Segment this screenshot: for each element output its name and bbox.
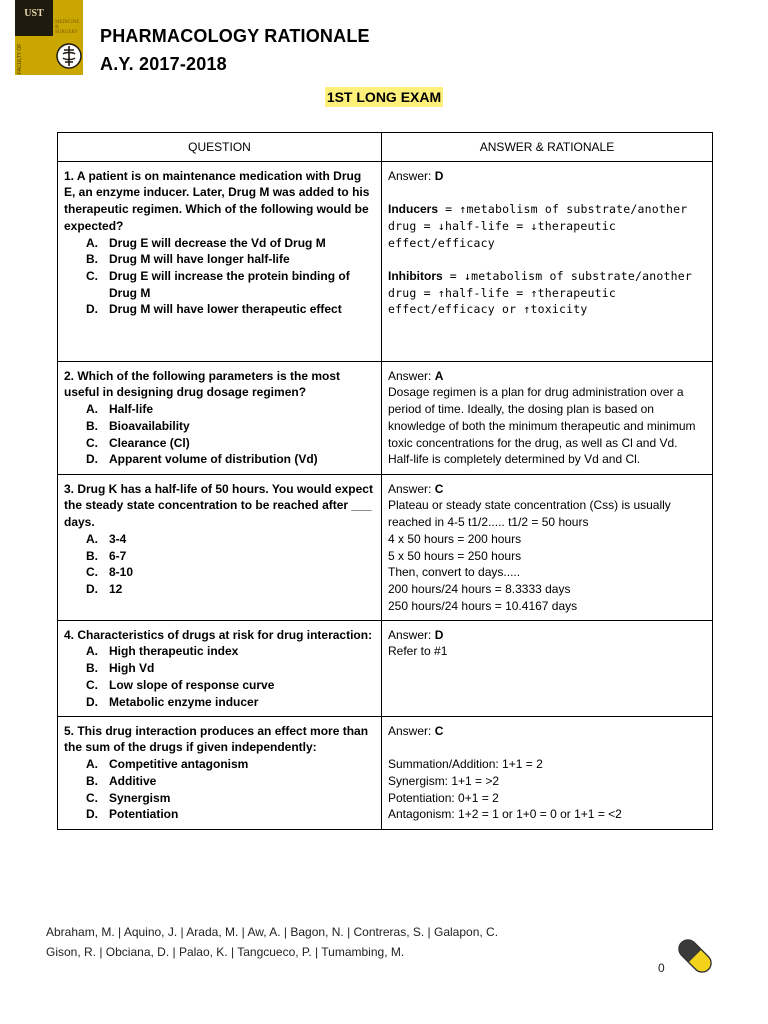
table-header-row	[58, 133, 713, 162]
table-row	[58, 620, 713, 716]
answer-cell	[382, 620, 713, 716]
rationale-line: Potentiation: 0+1 = 2	[388, 790, 499, 805]
choice-list	[64, 235, 374, 319]
exam-label-container	[0, 89, 768, 107]
choice-item: D. Apparent volume of distribution (Vd)	[86, 452, 318, 467]
choice-item: A. Drug E will decrease the Vd of Drug M	[86, 235, 326, 250]
rationale-text: Refer to #1	[388, 644, 448, 659]
answer-cell	[382, 361, 713, 474]
answer-value: D	[434, 168, 444, 183]
answer-value: C	[434, 481, 444, 496]
question-text: 5. This drug interaction produces an effect more than the sum of the drugs if given independently:	[64, 723, 369, 755]
answer-value: C	[434, 723, 444, 738]
answer-column-header: ANSWER & RATIONALE	[382, 133, 713, 162]
academic-year: A.Y. 2017-2018	[100, 54, 227, 74]
question-cell	[58, 474, 382, 620]
choice-item: D. Drug M will have lower therapeutic effect	[86, 302, 342, 317]
choice-list	[64, 643, 374, 710]
choice-item: B. Drug M will have longer half-life	[86, 252, 290, 267]
inducers-rationale: Inducers = ↑metabolism of substrate/another drug = ↓half-life = ↓therapeutic effect/efficacy	[388, 202, 688, 250]
rationale-line: Plateau or steady state concentration (Css) is usually reached in 4-5 t1/2..... t1/2 = 50 hours	[388, 498, 671, 530]
question-text: 4. Characteristics of drugs at risk for drug interaction:	[64, 627, 373, 642]
choice-item: A. High therapeutic index	[86, 644, 239, 659]
choice-item: D. 12	[86, 581, 123, 596]
choice-item: A. Competitive antagonism	[86, 757, 249, 772]
choice-item: A. 3-4	[86, 531, 127, 546]
authors-footer	[46, 922, 498, 962]
question-cell	[58, 161, 382, 361]
question-text: 3. Drug K has a half-life of 50 hours. You would expect the steady state concentration to be reached after ___ days.	[64, 481, 373, 530]
inhibitors-rationale: Inhibitors = ↓metabolism of substrate/another drug = ↑half-life = ↑therapeutic effect/efficacy or ↑toxicity	[388, 268, 692, 317]
rationale-line: Summation/Addition: 1+1 = 2	[388, 757, 543, 772]
answer-line: Answer: D	[388, 168, 444, 183]
answer-line: Answer: D	[388, 627, 444, 642]
rationale-line: Then, convert to days.....	[388, 565, 521, 580]
rationale-line: Antagonism: 1+2 = 1 or 1+0 = 0 or 1+1 = <2	[388, 807, 622, 822]
table-row	[58, 474, 713, 620]
capsule-icon	[675, 935, 715, 977]
ust-logo	[15, 0, 83, 75]
choice-item: B. 6-7	[86, 548, 127, 563]
table-row	[58, 361, 713, 474]
choice-item: C. Drug E will increase the protein binding of Drug M	[86, 268, 350, 300]
question-cell	[58, 716, 382, 829]
question-column-header: QUESTION	[58, 133, 382, 162]
answer-cell	[382, 474, 713, 620]
qa-table	[57, 132, 713, 830]
choice-list	[64, 756, 374, 823]
choice-item: C. 8-10	[86, 565, 134, 580]
logo-ust-text: UST	[24, 8, 44, 19]
choice-list	[64, 531, 374, 598]
choice-item: C. Clearance (Cl)	[86, 435, 190, 450]
answer-cell	[382, 161, 713, 361]
table-row	[58, 161, 713, 361]
document-title: PHARMACOLOGY RATIONALE	[100, 26, 370, 46]
choice-item: A. Half-life	[86, 402, 154, 417]
choice-item: C. Synergism	[86, 790, 171, 805]
question-cell	[58, 361, 382, 474]
rationale-line: 4 x 50 hours = 200 hours	[388, 531, 522, 546]
answer-value: D	[434, 627, 444, 642]
rationale-line: 200 hours/24 hours = 8.3333 days	[388, 581, 571, 596]
answer-cell	[382, 716, 713, 829]
logo-faculty-text: MEDICINE & SURGERY	[55, 20, 80, 35]
rationale-line: 250 hours/24 hours = 10.4167 days	[388, 598, 578, 613]
choice-item: B. Additive	[86, 773, 157, 788]
choice-item: D. Potentiation	[86, 807, 179, 822]
choice-item: C. Low slope of response curve	[86, 677, 275, 692]
table-row	[58, 716, 713, 829]
answer-line: Answer: C	[388, 481, 444, 496]
authors-line: Abraham, M. | Aquino, J. | Arada, M. | Aw, A. | Bagon, N. | Contreras, S. | Galapon, C.	[46, 925, 499, 939]
question-text: 1. A patient is on maintenance medication with Drug E, an enzyme inducer. Later, Drug M was added to his therapeutic regimen. Which of the following would be expected?	[64, 168, 370, 233]
choice-item: D. Metabolic enzyme inducer	[86, 694, 259, 709]
caduceus-seal-icon	[55, 42, 83, 70]
rationale-line: 5 x 50 hours = 250 hours	[388, 548, 522, 563]
rationale-line: Synergism: 1+1 = >2	[388, 773, 500, 788]
page-number: 0	[658, 961, 665, 975]
answer-line: Answer: A	[388, 368, 444, 383]
choice-list	[64, 401, 374, 468]
answer-line: Answer: C	[388, 723, 444, 738]
logo-vertical-text: FACULTY OF	[17, 43, 23, 74]
authors-line: Gison, R. | Obciana, D. | Palao, K. | Tangcueco, P. | Tumambing, M.	[46, 945, 405, 959]
exam-label: 1ST LONG EXAM	[326, 89, 442, 105]
rationale-text: Dosage regimen is a plan for drug administration over a period of time. Ideally, the dosing plan is based on knowledge of both the minimum therapeutic and minimum toxic concentrations for the drug, as well as Cl and Vd. Half-life is completely determined by Vd and Cl.	[388, 385, 696, 467]
answer-value: A	[434, 368, 444, 383]
question-text: 2. Which of the following parameters is the most useful in designing drug dosage regimen?	[64, 368, 341, 400]
choice-item: B. High Vd	[86, 661, 155, 676]
choice-item: B. Bioavailability	[86, 418, 190, 433]
question-cell	[58, 620, 382, 716]
